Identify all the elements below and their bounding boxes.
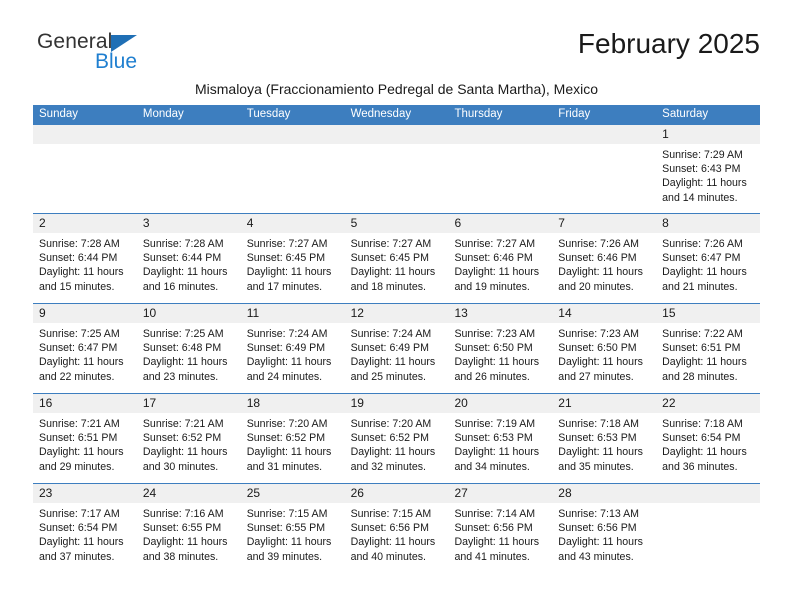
- calendar-day-22[interactable]: [656, 394, 760, 483]
- calendar-grid: [33, 105, 760, 573]
- day-number-band: [448, 394, 552, 413]
- sunset-text: Sunset: 6:55 PM: [142, 522, 222, 535]
- daylight-text-cont: and 23 minutes.: [142, 370, 219, 383]
- sunrise-text: Sunrise: 7:28 AM: [142, 238, 224, 250]
- day-number: 27: [454, 486, 468, 500]
- daylight-text-cont: and 14 minutes.: [662, 191, 738, 204]
- sunset-text: Sunset: 6:46 PM: [454, 252, 533, 265]
- calendar-weeks: [33, 124, 760, 573]
- day-number: 15: [662, 306, 676, 320]
- day-details: [656, 144, 760, 205]
- day-number-band: [345, 125, 449, 144]
- calendar-day-16[interactable]: [33, 394, 137, 483]
- sunrise-text: Sunrise: 7:25 AM: [142, 328, 224, 340]
- daylight-text-cont: and 34 minutes.: [454, 460, 530, 473]
- sunset-text: Sunset: 6:55 PM: [246, 522, 326, 535]
- daylight-text-cont: and 24 minutes.: [246, 370, 323, 383]
- day-number-band: [448, 125, 552, 144]
- daylight-text-cont: and 37 minutes.: [39, 550, 115, 563]
- sunset-text: Sunset: 6:52 PM: [142, 432, 222, 445]
- sunrise-text: Sunrise: 7:24 AM: [246, 328, 328, 340]
- sunset-text: Sunset: 6:43 PM: [662, 163, 741, 176]
- sunset-text: Sunset: 6:54 PM: [662, 432, 741, 445]
- sunset-text: Sunset: 6:53 PM: [454, 432, 533, 445]
- day-number-band: [345, 484, 449, 503]
- day-number: 9: [39, 306, 46, 320]
- calendar-day-8[interactable]: [656, 214, 760, 303]
- calendar-day-9[interactable]: [33, 304, 137, 393]
- daylight-text: Daylight: 11 hours: [246, 266, 332, 279]
- daylight-text: Daylight: 11 hours: [558, 356, 643, 369]
- calendar-day-2[interactable]: [33, 214, 137, 303]
- sunrise-text: Sunrise: 7:19 AM: [454, 418, 536, 430]
- daylight-text-cont: and 17 minutes.: [246, 280, 323, 293]
- day-details: [345, 503, 449, 564]
- day-number-band: [552, 484, 656, 503]
- sunrise-text: Sunrise: 7:23 AM: [558, 328, 639, 340]
- daylight-text: Daylight: 11 hours: [350, 536, 436, 549]
- daylight-text: Daylight: 11 hours: [662, 266, 747, 279]
- sunset-text: Sunset: 6:50 PM: [558, 342, 637, 355]
- day-details: [552, 233, 656, 294]
- day-details: [33, 323, 137, 384]
- day-number: 21: [558, 396, 572, 410]
- generalblue-logo: [37, 30, 237, 76]
- day-details: [656, 323, 760, 384]
- daylight-text-cont: and 30 minutes.: [142, 460, 219, 473]
- daylight-text: Daylight: 11 hours: [39, 266, 124, 279]
- sunset-text: Sunset: 6:50 PM: [454, 342, 533, 355]
- sunrise-text: Sunrise: 7:28 AM: [39, 238, 120, 250]
- weekday-header-monday: Monday: [142, 108, 184, 120]
- day-number-band: [656, 214, 760, 233]
- day-number-band: [241, 125, 345, 144]
- day-details: [137, 233, 241, 294]
- day-number: 6: [454, 216, 462, 230]
- weekday-header-friday: Friday: [558, 108, 591, 120]
- sunrise-text: Sunrise: 7:27 AM: [350, 238, 432, 250]
- daylight-text: Daylight: 11 hours: [142, 446, 228, 459]
- daylight-text: Daylight: 11 hours: [662, 446, 747, 459]
- day-details: [345, 233, 449, 294]
- day-number-band: [33, 304, 137, 323]
- daylight-text-cont: and 18 minutes.: [350, 280, 426, 293]
- sunset-text: Sunset: 6:56 PM: [350, 522, 429, 535]
- day-details: [241, 413, 345, 474]
- daylight-text: Daylight: 11 hours: [558, 266, 643, 279]
- day-number: 4: [246, 216, 254, 230]
- daylight-text-cont: and 36 minutes.: [662, 460, 738, 473]
- page-title: February 2025: [577, 28, 760, 59]
- daylight-text: Daylight: 11 hours: [662, 177, 747, 190]
- sunset-text: Sunset: 6:44 PM: [142, 252, 222, 265]
- day-details: [345, 323, 449, 384]
- day-number-band: [345, 304, 449, 323]
- calendar-day-24[interactable]: [137, 484, 241, 573]
- day-number-band: [552, 304, 656, 323]
- day-number-band: [448, 304, 552, 323]
- sunrise-text: Sunrise: 7:26 AM: [558, 238, 639, 250]
- day-details: [552, 323, 656, 384]
- sunrise-text: Sunrise: 7:27 AM: [454, 238, 536, 250]
- day-number: 20: [454, 396, 468, 410]
- sunset-text: Sunset: 6:44 PM: [39, 252, 118, 265]
- day-details: [33, 503, 137, 564]
- day-number-band: [33, 394, 137, 413]
- sunrise-text: Sunrise: 7:20 AM: [246, 418, 328, 430]
- day-number: 14: [558, 306, 572, 320]
- sunset-text: Sunset: 6:45 PM: [246, 252, 326, 265]
- day-details: [33, 233, 137, 294]
- daylight-text: Daylight: 11 hours: [454, 536, 540, 549]
- day-number: 25: [246, 486, 261, 500]
- day-details: [241, 233, 345, 294]
- day-number-band: [33, 125, 137, 144]
- calendar-day-3[interactable]: [137, 214, 241, 303]
- day-details: [448, 233, 552, 294]
- day-details: [137, 144, 241, 148]
- calendar-day-6[interactable]: [448, 214, 552, 303]
- day-number-band: [448, 214, 552, 233]
- day-number-band: [241, 304, 345, 323]
- sunrise-text: Sunrise: 7:20 AM: [350, 418, 432, 430]
- calendar-day-empty: [448, 125, 552, 213]
- daylight-text-cont: and 27 minutes.: [558, 370, 634, 383]
- daylight-text: Daylight: 11 hours: [246, 536, 332, 549]
- daylight-text-cont: and 28 minutes.: [662, 370, 738, 383]
- day-details: [137, 413, 241, 474]
- day-number: 5: [350, 216, 358, 230]
- daylight-text-cont: and 26 minutes.: [454, 370, 530, 383]
- day-details: [345, 413, 449, 474]
- day-details: [345, 144, 449, 148]
- sunrise-text: Sunrise: 7:23 AM: [454, 328, 536, 340]
- calendar-day-empty: [656, 484, 760, 573]
- day-number: 22: [662, 396, 676, 410]
- daylight-text: Daylight: 11 hours: [350, 356, 436, 369]
- sunset-text: Sunset: 6:56 PM: [558, 522, 637, 535]
- daylight-text: Daylight: 11 hours: [350, 446, 436, 459]
- daylight-text-cont: and 35 minutes.: [558, 460, 634, 473]
- sunset-text: Sunset: 6:51 PM: [662, 342, 741, 355]
- calendar-day-empty: [552, 125, 656, 213]
- sunset-text: Sunset: 6:45 PM: [350, 252, 429, 265]
- calendar-day-25[interactable]: [241, 484, 345, 573]
- daylight-text-cont: and 22 minutes.: [39, 370, 115, 383]
- sunrise-text: Sunrise: 7:21 AM: [39, 418, 120, 430]
- day-number: 24: [142, 486, 157, 500]
- daylight-text: Daylight: 11 hours: [662, 356, 747, 369]
- sunset-text: Sunset: 6:52 PM: [246, 432, 326, 445]
- sunrise-text: Sunrise: 7:25 AM: [39, 328, 120, 340]
- calendar-day-21[interactable]: [552, 394, 656, 483]
- daylight-text: Daylight: 11 hours: [454, 356, 540, 369]
- page-header: [33, 28, 760, 74]
- calendar-day-12[interactable]: [345, 304, 449, 393]
- calendar-day-13[interactable]: [448, 304, 552, 393]
- daylight-text-cont: and 16 minutes.: [142, 280, 219, 293]
- calendar-day-28[interactable]: [552, 484, 656, 573]
- day-details: [656, 413, 760, 474]
- daylight-text-cont: and 20 minutes.: [558, 280, 634, 293]
- day-number-band: [137, 394, 241, 413]
- daylight-text-cont: and 32 minutes.: [350, 460, 426, 473]
- day-details: [137, 323, 241, 384]
- day-number-band: [345, 394, 449, 413]
- logo-text-blue: Blue: [95, 50, 138, 73]
- sunrise-text: Sunrise: 7:26 AM: [662, 238, 743, 250]
- daylight-text-cont: and 31 minutes.: [246, 460, 323, 473]
- day-number-band: [33, 214, 137, 233]
- day-details: [241, 323, 345, 384]
- daylight-text-cont: and 25 minutes.: [350, 370, 426, 383]
- calendar-week-row: [33, 213, 760, 303]
- calendar-day-10[interactable]: [137, 304, 241, 393]
- day-number: 19: [350, 396, 364, 410]
- day-details: [552, 144, 656, 148]
- calendar-day-15[interactable]: [656, 304, 760, 393]
- day-number-band: [137, 214, 241, 233]
- daylight-text: Daylight: 11 hours: [558, 446, 643, 459]
- calendar-day-4[interactable]: [241, 214, 345, 303]
- day-number-band: [656, 125, 760, 144]
- sunset-text: Sunset: 6:48 PM: [142, 342, 222, 355]
- calendar-day-11[interactable]: [241, 304, 345, 393]
- day-number: 1: [662, 127, 669, 141]
- day-number: 10: [142, 306, 157, 320]
- day-number-band: [552, 214, 656, 233]
- calendar-day-empty: [345, 125, 449, 213]
- sunset-text: Sunset: 6:56 PM: [454, 522, 533, 535]
- day-details: [241, 503, 345, 564]
- day-number-band: [241, 214, 345, 233]
- daylight-text-cont: and 21 minutes.: [662, 280, 738, 293]
- logo-text-general: General: [37, 30, 113, 53]
- day-number: 28: [558, 486, 572, 500]
- sunrise-text: Sunrise: 7:15 AM: [350, 508, 432, 520]
- calendar-week-row: [33, 393, 760, 483]
- day-details: [656, 503, 760, 507]
- weekday-header-thursday: Thursday: [454, 108, 503, 120]
- sunrise-text: Sunrise: 7:24 AM: [350, 328, 432, 340]
- sunrise-text: Sunrise: 7:21 AM: [142, 418, 224, 430]
- daylight-text: Daylight: 11 hours: [142, 536, 228, 549]
- calendar-week-row: [33, 124, 760, 213]
- calendar-day-7[interactable]: [552, 214, 656, 303]
- day-number: 26: [350, 486, 364, 500]
- day-number-band: [656, 394, 760, 413]
- sunset-text: Sunset: 6:54 PM: [39, 522, 118, 535]
- day-details: [241, 144, 345, 148]
- daylight-text: Daylight: 11 hours: [454, 446, 540, 459]
- day-details: [448, 323, 552, 384]
- sunset-text: Sunset: 6:46 PM: [558, 252, 637, 265]
- day-details: [33, 413, 137, 474]
- daylight-text: Daylight: 11 hours: [39, 356, 124, 369]
- daylight-text-cont: and 29 minutes.: [39, 460, 115, 473]
- calendar-day-empty: [137, 125, 241, 213]
- daylight-text-cont: and 39 minutes.: [246, 550, 323, 563]
- sunset-text: Sunset: 6:53 PM: [558, 432, 637, 445]
- day-details: [552, 503, 656, 564]
- sunset-text: Sunset: 6:47 PM: [662, 252, 741, 265]
- calendar-day-18[interactable]: [241, 394, 345, 483]
- day-number: 23: [39, 486, 53, 500]
- daylight-text: Daylight: 11 hours: [142, 266, 228, 279]
- calendar-day-empty: [33, 125, 137, 213]
- daylight-text-cont: and 19 minutes.: [454, 280, 530, 293]
- day-number-band: [552, 394, 656, 413]
- day-number: 11: [246, 306, 260, 320]
- sunrise-text: Sunrise: 7:18 AM: [558, 418, 639, 430]
- sunrise-text: Sunrise: 7:29 AM: [662, 149, 743, 161]
- day-details: [137, 503, 241, 564]
- weekday-header-row: [33, 105, 760, 124]
- day-number: 17: [142, 396, 157, 410]
- calendar-day-19[interactable]: [345, 394, 449, 483]
- daylight-text-cont: and 15 minutes.: [39, 280, 115, 293]
- day-number: 16: [39, 396, 53, 410]
- sunset-text: Sunset: 6:52 PM: [350, 432, 429, 445]
- day-number: 12: [350, 306, 364, 320]
- day-number-band: [656, 484, 760, 503]
- daylight-text: Daylight: 11 hours: [246, 446, 332, 459]
- calendar-day-14[interactable]: [552, 304, 656, 393]
- sunset-text: Sunset: 6:49 PM: [350, 342, 429, 355]
- day-details: [448, 503, 552, 564]
- sunrise-text: Sunrise: 7:15 AM: [246, 508, 328, 520]
- day-details: [656, 233, 760, 294]
- day-number: 13: [454, 306, 468, 320]
- day-number-band: [137, 484, 241, 503]
- day-number-band: [448, 484, 552, 503]
- day-details: [33, 144, 137, 148]
- sunrise-text: Sunrise: 7:17 AM: [39, 508, 120, 520]
- weekday-header-tuesday: Tuesday: [246, 108, 291, 120]
- sunrise-text: Sunrise: 7:27 AM: [246, 238, 328, 250]
- daylight-text: Daylight: 11 hours: [246, 356, 332, 369]
- daylight-text: Daylight: 11 hours: [454, 266, 540, 279]
- calendar-day-26[interactable]: [345, 484, 449, 573]
- calendar-day-5[interactable]: [345, 214, 449, 303]
- calendar-week-row: [33, 483, 760, 573]
- sunset-text: Sunset: 6:51 PM: [39, 432, 118, 445]
- daylight-text-cont: and 43 minutes.: [558, 550, 634, 563]
- day-number: 8: [662, 216, 669, 230]
- day-number-band: [241, 394, 345, 413]
- day-number: 18: [246, 396, 261, 410]
- sunrise-text: Sunrise: 7:18 AM: [662, 418, 743, 430]
- calendar-day-17[interactable]: [137, 394, 241, 483]
- calendar-day-20[interactable]: [448, 394, 552, 483]
- day-details: [448, 413, 552, 474]
- day-number: 2: [39, 216, 46, 230]
- location-subtitle: Mismaloya (Fraccionamiento Pedregal de Santa Martha), Mexico: [194, 81, 599, 97]
- sunset-text: Sunset: 6:47 PM: [39, 342, 118, 355]
- sunrise-text: Sunrise: 7:16 AM: [142, 508, 224, 520]
- weekday-header-wednesday: Wednesday: [350, 108, 412, 120]
- sunset-text: Sunset: 6:49 PM: [246, 342, 326, 355]
- day-number-band: [137, 304, 241, 323]
- calendar-day-27[interactable]: [448, 484, 552, 573]
- weekday-header-saturday: Saturday: [662, 108, 709, 120]
- daylight-text-cont: and 40 minutes.: [350, 550, 426, 563]
- day-number: 7: [558, 216, 565, 230]
- daylight-text: Daylight: 11 hours: [39, 446, 124, 459]
- weekday-header-sunday: Sunday: [39, 108, 79, 120]
- daylight-text-cont: and 38 minutes.: [142, 550, 219, 563]
- daylight-text: Daylight: 11 hours: [350, 266, 436, 279]
- day-details: [552, 413, 656, 474]
- day-number-band: [345, 214, 449, 233]
- day-details: [448, 144, 552, 148]
- day-number: 3: [142, 216, 150, 230]
- sunrise-text: Sunrise: 7:22 AM: [662, 328, 743, 340]
- day-number-band: [656, 304, 760, 323]
- day-number-band: [552, 125, 656, 144]
- calendar-week-row: [33, 303, 760, 393]
- daylight-text: Daylight: 11 hours: [142, 356, 228, 369]
- calendar-day-23[interactable]: [33, 484, 137, 573]
- calendar-day-1[interactable]: [656, 125, 760, 213]
- calendar-day-empty: [241, 125, 345, 213]
- day-number-band: [137, 125, 241, 144]
- sunrise-text: Sunrise: 7:14 AM: [454, 508, 536, 520]
- daylight-text: Daylight: 11 hours: [39, 536, 124, 549]
- daylight-text-cont: and 41 minutes.: [454, 550, 530, 563]
- daylight-text: Daylight: 11 hours: [558, 536, 643, 549]
- day-number-band: [33, 484, 137, 503]
- sunrise-text: Sunrise: 7:13 AM: [558, 508, 639, 520]
- day-number-band: [241, 484, 345, 503]
